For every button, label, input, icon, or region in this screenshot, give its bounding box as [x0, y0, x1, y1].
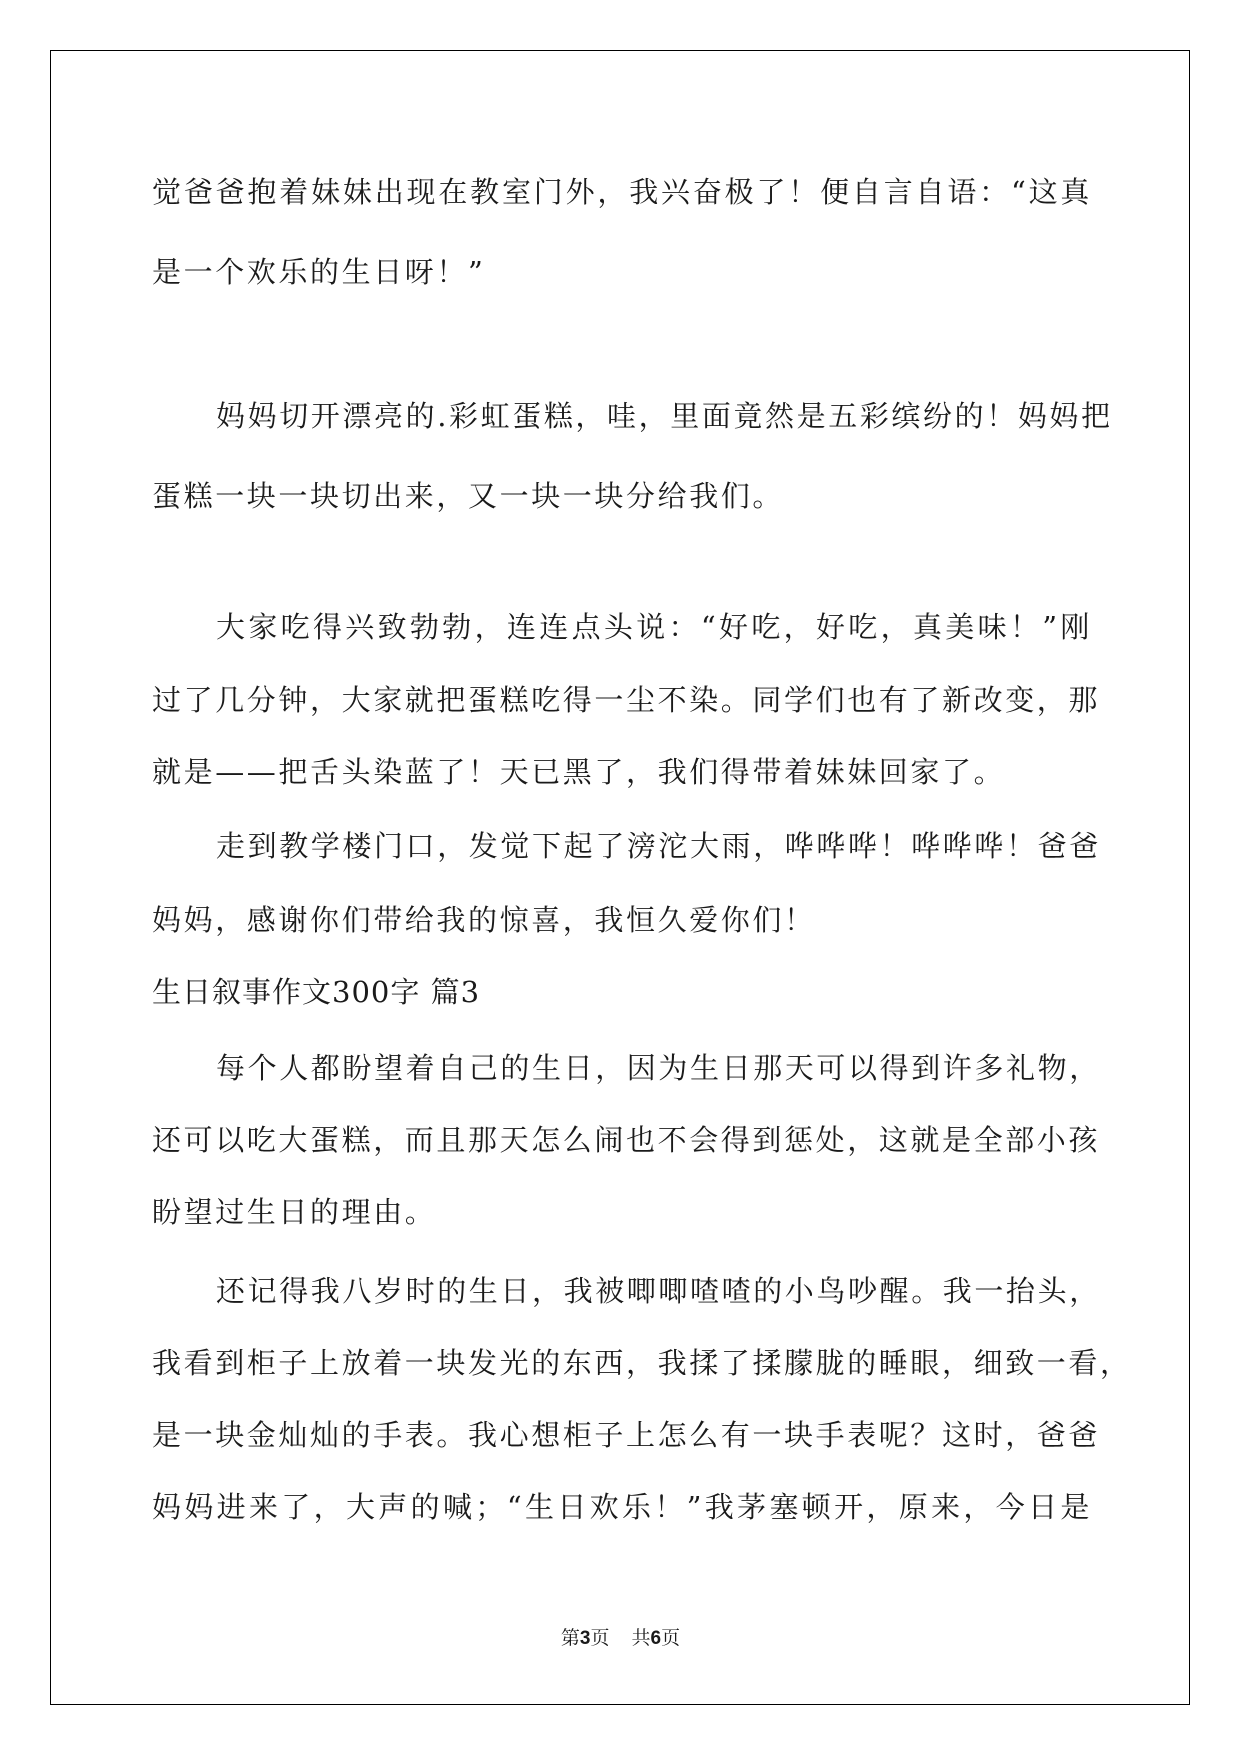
total-suffix: 页: [661, 1627, 681, 1649]
body-line: 是一块金灿灿的手表。我心想柜子上怎么有一块手表呢？这时，爸爸: [152, 1418, 1101, 1452]
body-line: 盼望过生日的理由。: [152, 1195, 437, 1229]
body-line: 蛋糕一块一块切出来，又一块一块分给我们。: [152, 479, 785, 513]
body-line: 走到教学楼门口，发觉下起了滂沱大雨，哗哗哗！哗哗哗！爸爸: [216, 829, 1101, 863]
body-line: 妈妈进来了，大声的喊；“生日欢乐！”我茅塞顿开，原来，今日是: [152, 1490, 1092, 1524]
page-footer: [0, 1626, 1241, 1651]
page-current-number: 3: [579, 1628, 591, 1649]
body-line: 过了几分钟，大家就把蛋糕吃得一尘不染。同学们也有了新改变，那: [152, 683, 1101, 717]
body-line: 我看到柜子上放着一块发光的东西，我揉了揉朦胧的睡眼，细致一看，: [152, 1346, 1132, 1380]
page-border: [50, 50, 1190, 1705]
total-prefix: 共: [631, 1627, 651, 1649]
section-heading: 生日叙事作文300字 篇3: [152, 975, 481, 1009]
body-line: 每个人都盼望着自己的生日，因为生日那天可以得到许多礼物，: [216, 1051, 1101, 1085]
body-line: 是一个欢乐的生日呀！”: [152, 255, 486, 289]
body-line: 觉爸爸抱着妹妹出现在教室门外，我兴奋极了！便自言自语：“这真: [152, 175, 1092, 209]
body-line: 妈妈切开漂亮的.彩虹蛋糕，哇，里面竟然是五彩缤纷的！妈妈把: [216, 399, 1113, 433]
body-line: 还可以吃大蛋糕，而且那天怎么闹也不会得到惩处，这就是全部小孩: [152, 1123, 1101, 1157]
page-suffix: 页: [590, 1627, 610, 1649]
body-line: 还记得我八岁时的生日，我被唧唧喳喳的小鸟吵醒。我一抬头，: [216, 1274, 1101, 1308]
body-line: 就是——把舌头染蓝了！天已黑了，我们得带着妹妹回家了。: [152, 755, 1006, 789]
page-total-number: 6: [650, 1628, 662, 1649]
page-prefix: 第: [560, 1627, 580, 1649]
body-line: 大家吃得兴致勃勃，连连点头说：“好吃，好吃，真美味！”刚: [216, 610, 1092, 644]
body-line: 妈妈，感谢你们带给我的惊喜，我恒久爱你们！: [152, 903, 816, 937]
